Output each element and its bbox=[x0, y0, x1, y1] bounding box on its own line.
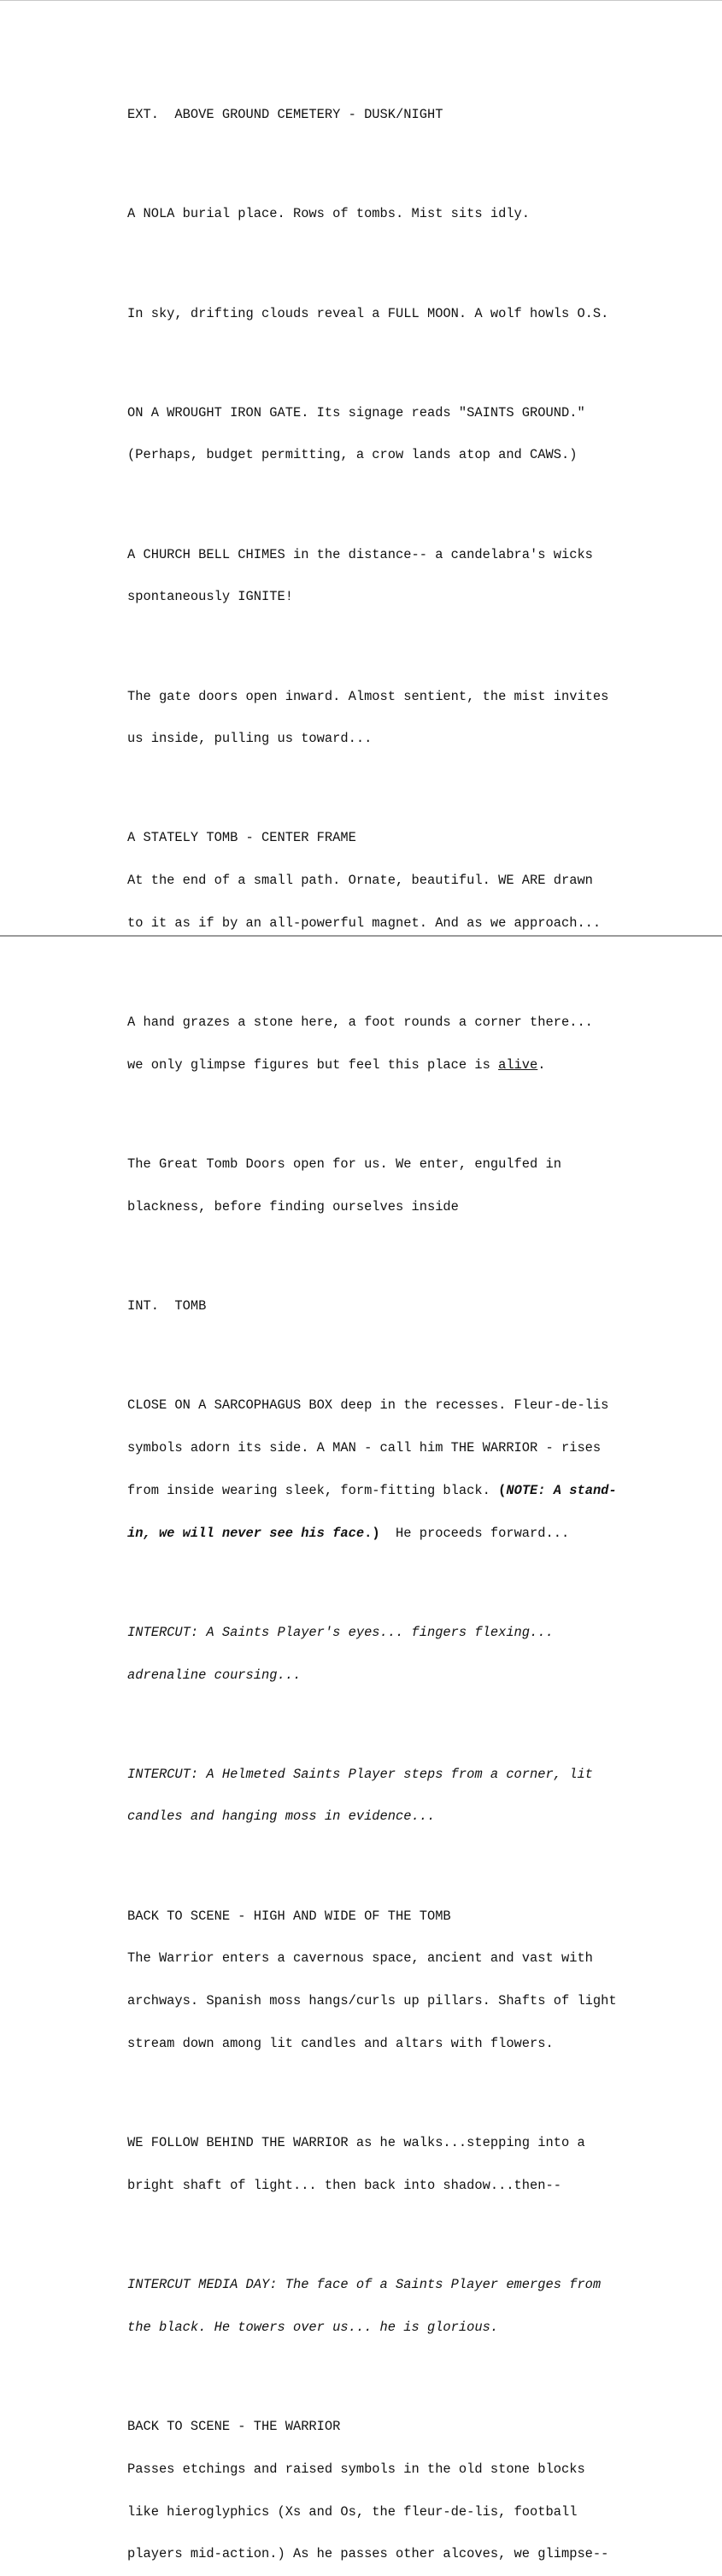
action-line: blackness, before finding ourselves inside bbox=[127, 1198, 459, 1214]
intercut-line: INTERCUT: A Saints Player's eyes... fingers flexing... bbox=[127, 1624, 554, 1640]
action-line: WE FOLLOW BEHIND THE WARRIOR as he walks...stepping into a bbox=[127, 2135, 585, 2151]
page-bottom-edge bbox=[0, 935, 722, 937]
action-line: players mid-action.) As he passes other alcoves, we glimpse-- bbox=[127, 2546, 609, 2562]
action-line: A hand grazes a stone here, a foot rounds a corner there... bbox=[127, 1015, 593, 1031]
action-line bbox=[127, 1484, 657, 1498]
action-text: from inside wearing sleek, form-fitting black. bbox=[127, 1482, 499, 1498]
action-line: The gate doors open inward. Almost sentient, the mist invites bbox=[127, 688, 609, 704]
action-line: spontaneously IGNITE! bbox=[127, 589, 293, 605]
action-text: He proceeds forward... bbox=[379, 1525, 570, 1541]
page-top-edge bbox=[0, 0, 722, 1]
emphasis-underlined: alive bbox=[498, 1056, 538, 1073]
intercut-line: INTERCUT: A Helmeted Saints Player steps from a corner, lit bbox=[127, 1766, 593, 1782]
intercut-line: the black. He towers over us... he is glorious. bbox=[127, 2319, 499, 2335]
intercut-line: INTERCUT MEDIA DAY: The face of a Saints Player emerges from bbox=[127, 2277, 602, 2293]
note-paren: ( bbox=[498, 1482, 507, 1498]
production-note: NOTE: A stand- bbox=[506, 1482, 617, 1498]
action-text: . bbox=[537, 1056, 546, 1073]
action-line: (Perhaps, budget permitting, a crow lands atop and CAWS.) bbox=[127, 447, 578, 463]
action-line: The Great Tomb Doors open for us. We enter, engulfed in bbox=[127, 1156, 561, 1173]
shot-heading-high-and-wide: BACK TO SCENE - HIGH AND WIDE OF THE TOMB bbox=[127, 1908, 451, 1924]
shot-heading-stately-tomb: A STATELY TOMB - CENTER FRAME bbox=[127, 830, 356, 846]
action-line bbox=[127, 1526, 657, 1541]
action-line: to it as if by an all-powerful magnet. And as we approach... bbox=[127, 915, 602, 932]
production-note: in, we will never see his face bbox=[127, 1525, 365, 1541]
note-paren: .) bbox=[364, 1525, 380, 1541]
scene-heading-ext-cemetery: EXT. ABOVE GROUND CEMETERY - DUSK/NIGHT bbox=[127, 107, 443, 123]
action-line: us inside, pulling us toward... bbox=[127, 731, 373, 747]
action-line: CLOSE ON A SARCOPHAGUS BOX deep in the recesses. Fleur-de-lis bbox=[127, 1397, 609, 1414]
action-line bbox=[127, 1058, 657, 1073]
action-line: stream down among lit candles and altars with flowers. bbox=[127, 2035, 554, 2051]
intercut-line: candles and hanging moss in evidence... bbox=[127, 1808, 436, 1825]
action-line: Passes etchings and raised symbols in the old stone blocks bbox=[127, 2461, 585, 2477]
action-text: we only glimpse figures but feel this place is bbox=[127, 1056, 499, 1073]
action-line: The Warrior enters a cavernous space, ancient and vast with bbox=[127, 1950, 593, 1967]
scene-heading-int-tomb: INT. TOMB bbox=[127, 1298, 207, 1314]
screenplay-page bbox=[127, 79, 657, 2576]
action-line: bright shaft of light... then back into shadow...then-- bbox=[127, 2177, 561, 2193]
shot-heading-the-warrior: BACK TO SCENE - THE WARRIOR bbox=[127, 2418, 341, 2434]
action-line: In sky, drifting clouds reveal a FULL MOON. A wolf howls O.S. bbox=[127, 305, 609, 321]
action-line: ON A WROUGHT IRON GATE. Its signage reads "SAINTS GROUND." bbox=[127, 404, 585, 421]
action-line: A NOLA burial place. Rows of tombs. Mist sits idly. bbox=[127, 206, 531, 222]
action-line: A CHURCH BELL CHIMES in the distance-- a candelabra's wicks bbox=[127, 546, 593, 562]
action-line: symbols adorn its side. A MAN - call him THE WARRIOR - rises bbox=[127, 1440, 602, 1456]
action-line: archways. Spanish moss hangs/curls up pillars. Shafts of light bbox=[127, 1993, 617, 2009]
action-line: At the end of a small path. Ornate, beautiful. WE ARE drawn bbox=[127, 873, 593, 889]
intercut-line: adrenaline coursing... bbox=[127, 1667, 302, 1683]
action-line: like hieroglyphics (Xs and Os, the fleur-de-lis, football bbox=[127, 2503, 578, 2520]
